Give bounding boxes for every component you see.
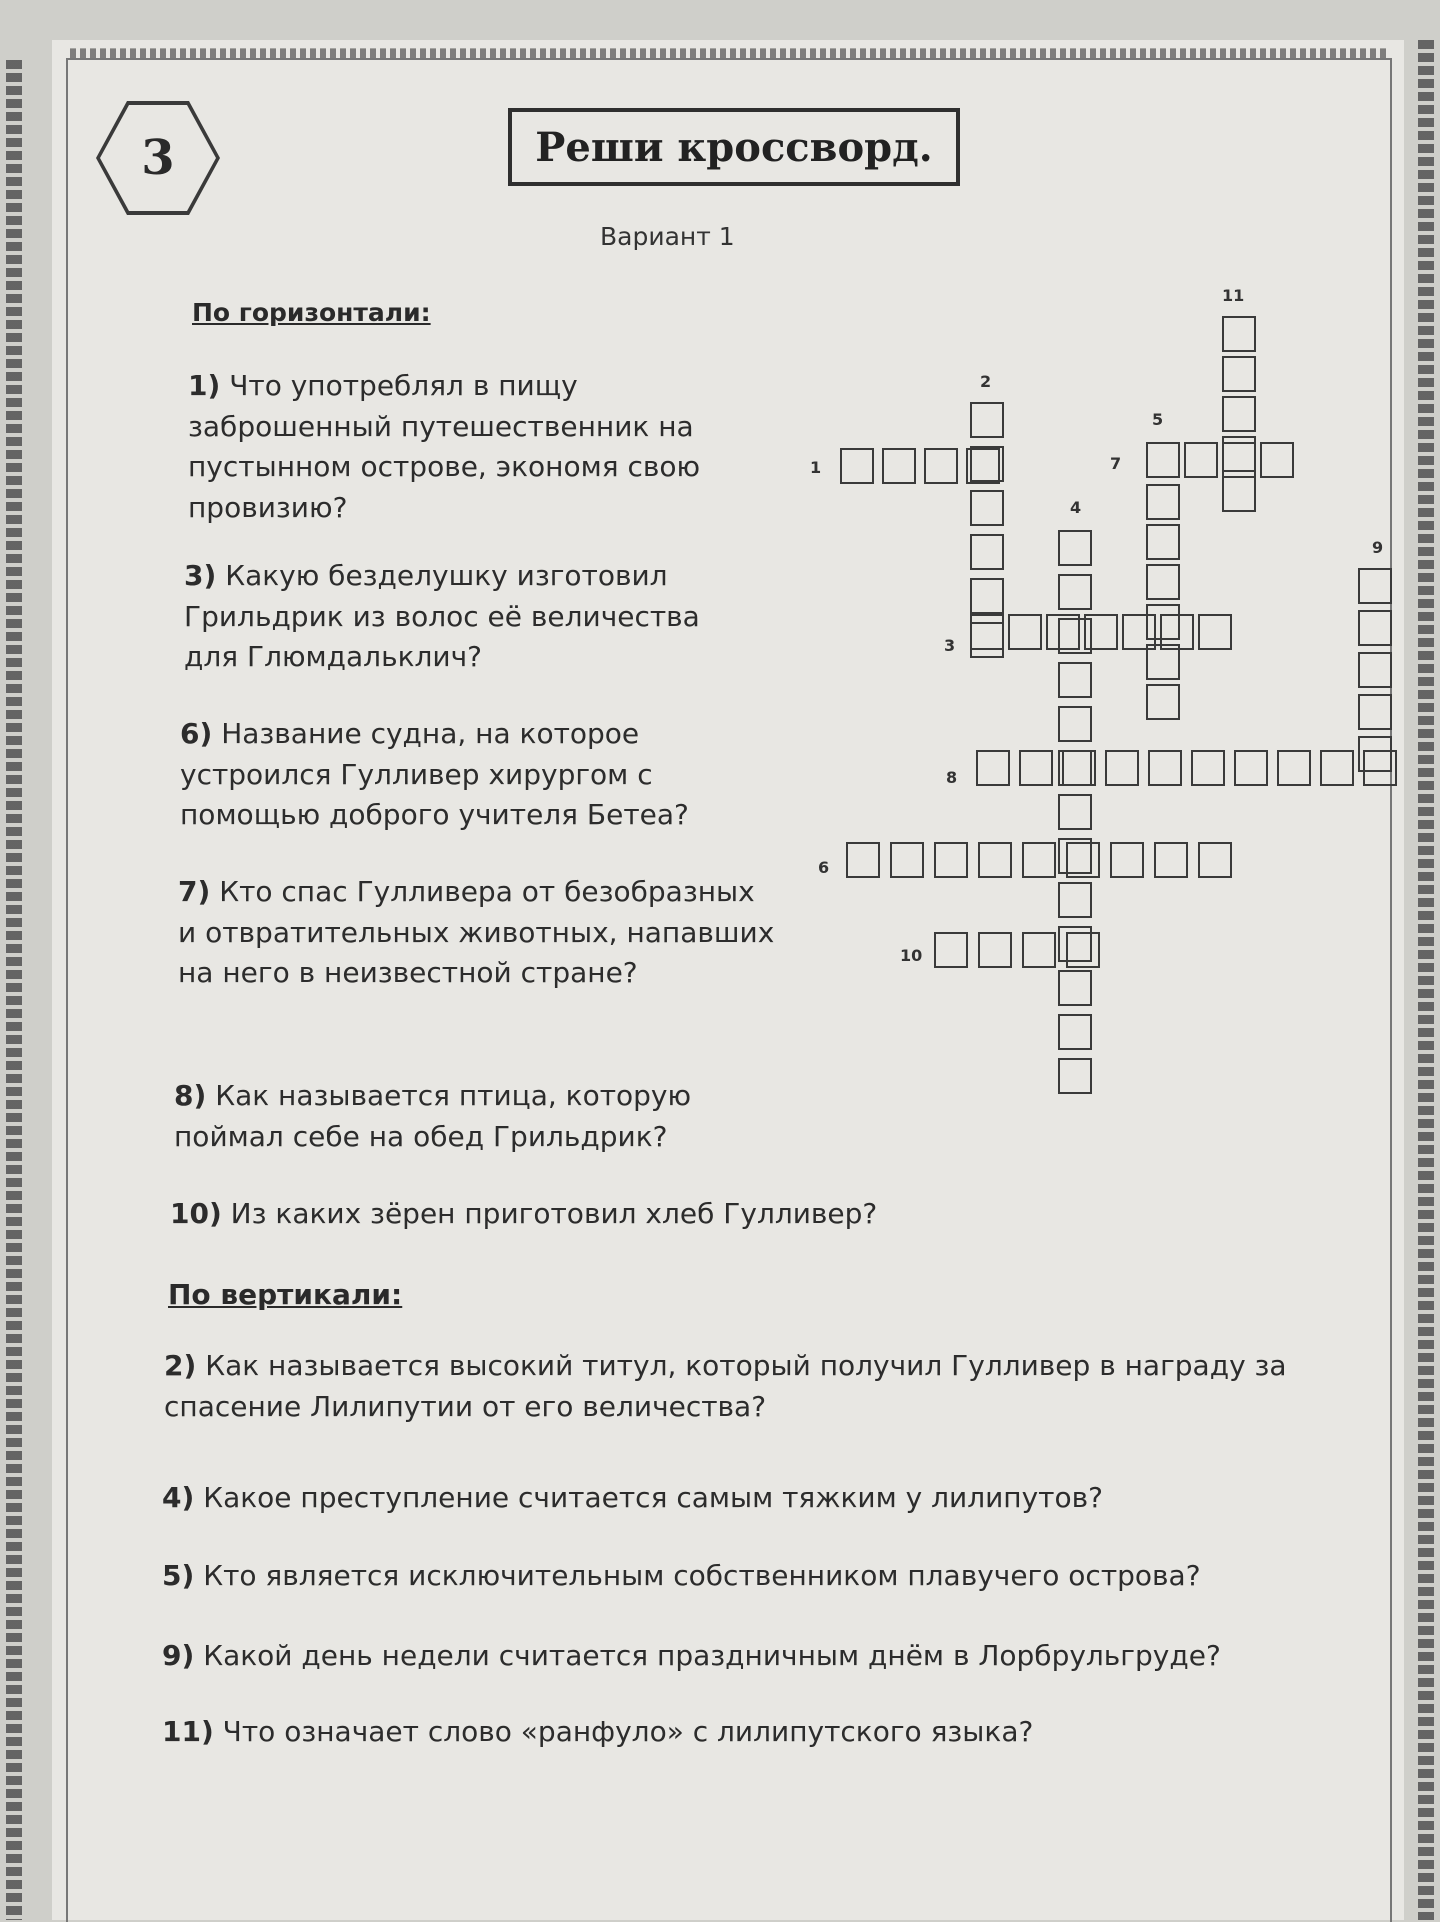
clue-text: Что употреблял в пищу заброшенный путешественник на пустынном острове, экономя свою провизию?: [188, 369, 701, 524]
crossword-cell[interactable]: [1277, 750, 1311, 786]
crossword-cell[interactable]: [1222, 476, 1256, 512]
clue-across-10: [170, 1194, 1070, 1235]
crossword-cell[interactable]: [1110, 842, 1144, 878]
crossword-cell[interactable]: [1058, 574, 1092, 610]
crossword-cell[interactable]: [1222, 356, 1256, 392]
crossword-cell[interactable]: [1146, 564, 1180, 600]
crossword-cell[interactable]: [1022, 842, 1056, 878]
crossword-cell[interactable]: [1260, 442, 1294, 478]
crossword-cell[interactable]: [1154, 842, 1188, 878]
crossword-cell[interactable]: [1058, 662, 1092, 698]
crossword-cell[interactable]: [1184, 442, 1218, 478]
crossword-cell[interactable]: [1022, 932, 1056, 968]
crossword-cell[interactable]: [970, 614, 1004, 650]
crossword-cell[interactable]: [1358, 694, 1392, 730]
crossword-cell[interactable]: [1358, 652, 1392, 688]
crossword-cell[interactable]: [1105, 750, 1139, 786]
crossword-cell[interactable]: [1019, 750, 1053, 786]
clue-text: Как называется высокий титул, который получил Гулливер в награду за спасение Лилипутии от его величества?: [164, 1349, 1287, 1423]
crossword-cell[interactable]: [1148, 750, 1182, 786]
clue-down-2: [164, 1346, 1384, 1427]
crossword-cell[interactable]: [840, 448, 874, 484]
page-right-border: [1418, 40, 1434, 1920]
grid-number-6: 6: [818, 858, 830, 877]
clue-text: Что означает слово «ранфуло» с лилипутского языка?: [222, 1715, 1034, 1748]
crossword-cell[interactable]: [1084, 614, 1118, 650]
crossword-cell[interactable]: [966, 448, 1000, 484]
crossword-cell[interactable]: [934, 932, 968, 968]
crossword-cell[interactable]: [1146, 442, 1180, 478]
crossword-cell[interactable]: [1058, 1014, 1092, 1050]
clue-text: Название судна, на которое устроился Гулливер хирургом с помощью доброго учителя Бетеа?: [180, 717, 689, 832]
crossword-cell[interactable]: [970, 402, 1004, 438]
crossword-cell[interactable]: [978, 842, 1012, 878]
crossword-cell[interactable]: [1062, 750, 1096, 786]
crossword-cell[interactable]: [1146, 684, 1180, 720]
crossword-cell[interactable]: [1198, 842, 1232, 878]
clue-across-8: [174, 1076, 734, 1157]
grid-number-8: 8: [946, 768, 958, 787]
crossword-cell[interactable]: [1363, 750, 1397, 786]
grid-number-11: 11: [1222, 286, 1245, 305]
clue-number: 9): [162, 1639, 195, 1672]
crossword-cell[interactable]: [890, 842, 924, 878]
grid-number-3: 3: [944, 636, 956, 655]
clue-across-1: [188, 366, 748, 528]
crossword-cell[interactable]: [970, 534, 1004, 570]
crossword-cell[interactable]: [1160, 614, 1194, 650]
crossword-cell[interactable]: [1058, 530, 1092, 566]
crossword-cell[interactable]: [1122, 614, 1156, 650]
crossword-cell[interactable]: [1058, 1058, 1092, 1094]
crossword-cell[interactable]: [1222, 396, 1256, 432]
crossword-cell[interactable]: [970, 490, 1004, 526]
task-number: 3: [141, 130, 175, 186]
crossword-cell[interactable]: [1198, 614, 1232, 650]
page-title: Реши кроссворд.: [508, 108, 960, 186]
crossword-cell[interactable]: [924, 448, 958, 484]
crossword-cell[interactable]: [1358, 610, 1392, 646]
grid-number-4: 4: [1070, 498, 1082, 517]
clue-number: 8): [174, 1079, 207, 1112]
down-heading: По вертикали:: [168, 1278, 403, 1311]
grid-number-10: 10: [900, 946, 923, 965]
clue-number: 2): [164, 1349, 197, 1382]
clue-text: Из каких зёрен приготовил хлеб Гулливер?: [230, 1197, 878, 1230]
crossword-cell[interactable]: [1066, 842, 1100, 878]
clue-text: Кто спас Гулливера от безобразных и отвратительных животных, напавших на него в неизвестной стране?: [178, 875, 775, 990]
variant-label: Вариант 1: [600, 222, 735, 251]
page-left-border: [6, 60, 22, 1920]
clue-across-7: [178, 872, 778, 994]
clue-across-3: [184, 556, 744, 678]
clue-text: Кто является исключительным собственником плавучего острова?: [203, 1559, 1201, 1592]
crossword-cell[interactable]: [1058, 970, 1092, 1006]
grid-number-1: 1: [810, 458, 822, 477]
crossword-cell[interactable]: [846, 842, 880, 878]
clue-text: Какое преступление считается самым тяжким у лилипутов?: [203, 1481, 1103, 1514]
crossword-cell[interactable]: [1320, 750, 1354, 786]
clue-text: Какой день недели считается праздничным днём в Лорбрульгруде?: [203, 1639, 1221, 1672]
clue-text: Какую безделушку изготовил Грильдрик из волос её величества для Глюмдальклич?: [184, 559, 700, 674]
crossword-cell[interactable]: [1066, 932, 1100, 968]
clue-across-6: [180, 714, 740, 836]
crossword-cell[interactable]: [1058, 882, 1092, 918]
crossword-cell[interactable]: [1146, 524, 1180, 560]
clue-down-11: [162, 1712, 1382, 1753]
crossword-cell[interactable]: [1058, 706, 1092, 742]
crossword-cell[interactable]: [1008, 614, 1042, 650]
clue-number: 5): [162, 1559, 195, 1592]
clue-number: 7): [178, 875, 211, 908]
clue-number: 6): [180, 717, 213, 750]
clue-number: 4): [162, 1481, 195, 1514]
grid-number-2: 2: [980, 372, 992, 391]
crossword-cell[interactable]: [976, 750, 1010, 786]
crossword-cell[interactable]: [970, 578, 1004, 614]
grid-number-5: 5: [1152, 410, 1164, 429]
grid-number-7: 7: [1110, 454, 1122, 473]
crossword-cell[interactable]: [1146, 484, 1180, 520]
crossword-cell[interactable]: [1191, 750, 1225, 786]
crossword-cell[interactable]: [1358, 568, 1392, 604]
crossword-cell[interactable]: [1222, 316, 1256, 352]
crossword-cell[interactable]: [978, 932, 1012, 968]
crossword-cell[interactable]: [1222, 442, 1256, 478]
clue-down-9: [162, 1636, 1382, 1677]
crossword-cell[interactable]: [1234, 750, 1268, 786]
clue-text: Как называется птица, которую поймал себе на обед Грильдрик?: [174, 1079, 692, 1153]
crossword-cell[interactable]: [1058, 794, 1092, 830]
grid-number-9: 9: [1372, 538, 1384, 557]
clue-number: 11): [162, 1715, 214, 1748]
clue-number: 10): [170, 1197, 222, 1230]
crossword-cell[interactable]: [882, 448, 916, 484]
clue-number: 3): [184, 559, 217, 592]
across-heading: По горизонтали:: [192, 298, 431, 327]
crossword-cell[interactable]: [934, 842, 968, 878]
clue-number: 1): [188, 369, 221, 402]
crossword-cell[interactable]: [1046, 614, 1080, 650]
clue-down-4: [162, 1478, 1382, 1519]
clue-down-5: [162, 1556, 1382, 1597]
